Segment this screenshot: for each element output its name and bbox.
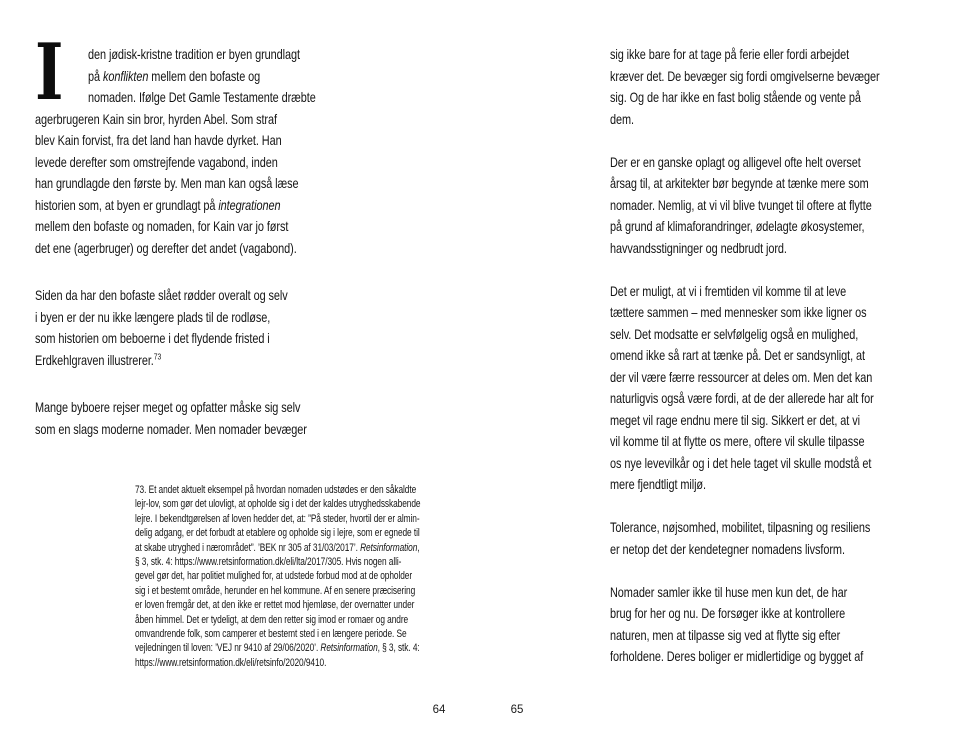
paragraph-text: den jødisk-kristne tradition er byen grundlagt på konflikten mellem den bofaste og nomaden. Ifølge Det Gamle Testamente dræbte agerbrugeren Kain sin bror, hyrden Abel. Som straf blev Kain forvist, fra det land han havde dyrket. Han levede derefter som omstrejfende vagabond, inden han grundlagde den første by. Men man kan også læse historien som, at byen er grundlagt på integrationen mellem den bofaste og nomaden, for Kain var jo først det ene (agerbruger) og derefter det andet (vagabond). [35,46,316,256]
paragraph: Siden da har den bofaste slået rødder overalt og selv i byen er der nu ikke længere plads til de rodløse, som historien om beboerne i det flydende fristed i Erdkehlgraven illustrerer.$^{73}$ [35,287,288,368]
paragraph: Nomader samler ikke til huse men kun det, de har brug for her og nu. De forsøger ikke at kontrollere naturen, men at tilpasse sig ved at flytte sig efter forholdene. Deres boliger er midlertidige og bygget af [610,583,864,664]
paragraph: sig ikke bare for at tage på ferie eller fordi arbejdet kræver det. De bevæger sig fordi omgivelserne bevæger sig. Og de har ikke en fast bolig stående og vente på dem. [610,46,880,127]
left-page-text-column [35,27,317,466]
paragraph [35,27,317,259]
drop-cap: I [35,27,64,118]
paragraph: Mange byboere rejser meget og opfatter måske sig selv som en slags moderne nomader. Men nomader bevæger [35,399,307,437]
page-number-right: 65 [510,704,524,716]
page-number-left: 64 [432,704,446,716]
paragraph: Det er muligt, at vi i fremtiden vil komme til at leve tættere sammen – med mennesker som ikke ligner os selv. Det modsatte er selvfølgelig også en mulighed, omend ikke så rart at tænke på. Det er sandsynligt, at der vil være færre ressourcer at deles om. Men det kan naturligvis også være fordi, at de der allerede har alt for meget vil rage endnu mere til sig. Sikkert er det, at vi vil komme til at flytte os mere, oftere vil skulle tilpasse os nye levevilkår og i det hele taget vil skulle modstå et mere fjendtligt miljø. [610,282,874,492]
footnote-73: 73. Et andet aktuelt eksempel på hvordan nomaden udstødes er den såkaldte lejr-lov, som gør det ulovligt, at opholde sig i det der kaldes utryghedsskabende lejre. I bekendtgørelsen af loven hedder det, at: ”På steder, hvortil der er almin- delig adgang, er det forbudt at etablere og opholde sig i lejre, som er egnede til at skabe utryghed i nærområdet”. ’BEK nr 305 af 31/03/2017’. Retsinformation, § 3, stk. 4: https://www.retsinformation.dk/eli/lta/2017/305. Hvis nogen alli- gevel gør det, har politiet mulighed for, at udstede forbud mod at de opholder sig i et bestemt område, herunder en hel kommune. Af en senere præcisering er loven fremgår det, at den ikke er rettet mod hjemløse, der overnatter under åben himmel. Det er tydeligt, at dem den retter sig imod er romaer og andre omvandrende folk, som camperer et bestemt sted i en længere periode. Se vejledningen til loven: ’VEJ nr 9410 af 29/06/2020’. Retsinformation, § 3, stk. 4: https://www.retsinformation.dk/eli/retsinfo/2020/9410. [135,484,421,669]
right-page-text-column [610,44,938,689]
paragraph: Tolerance, nøjsomhed, mobilitet, tilpasning og resiliens er netop det der kendetegner nomadens livsform. [610,519,871,557]
paragraph: Der er en ganske oplagt og alligevel ofte helt overset årsag til, at arkitekter bør begynde at tænke mere som nomader. Nemlig, at vi vil blive tvunget til oftere at flytte på grund af klimaforandringer, ødelagte økosystemer, havvandsstigninger og nedbrudt jord. [610,153,872,256]
